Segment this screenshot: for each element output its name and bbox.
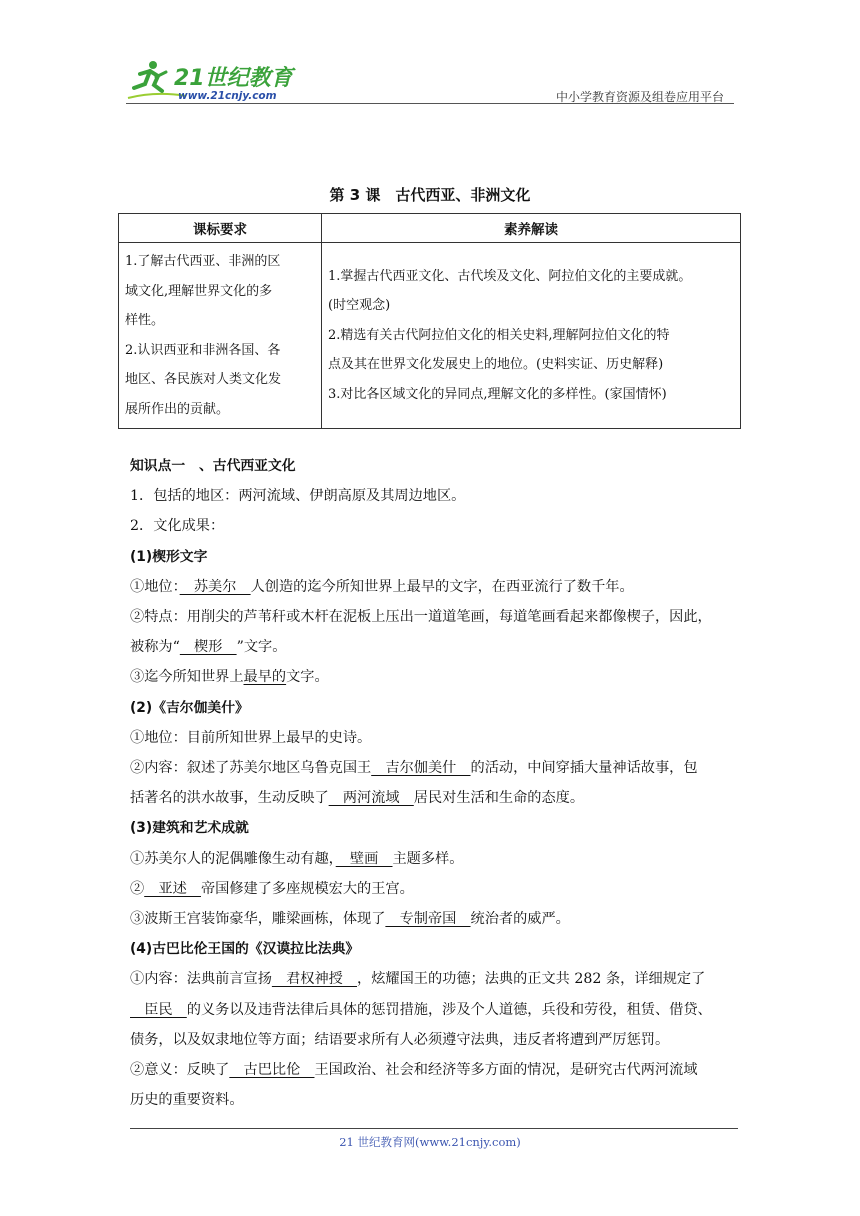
standards-table: [118, 213, 741, 429]
table-row: [119, 243, 741, 429]
paragraph-line: [130, 632, 740, 662]
text: ②: [130, 880, 145, 897]
section-heading-architecture: (3)建筑和艺术成就: [130, 820, 249, 837]
text: 帝国修建了多座规模宏大的王宫。: [200, 880, 414, 897]
paragraph-line: 历史的重要资料。: [130, 1092, 244, 1109]
text: 被称为“: [130, 639, 180, 656]
footer-rule: [130, 1128, 738, 1129]
section-heading-cuneiform: (1)楔形文字: [130, 548, 208, 565]
cell-line: 1.掌握古代西亚文化、古代埃及文化、阿拉伯文化的主要成就。: [328, 268, 692, 284]
answer-blank: 楔形: [179, 639, 237, 656]
paragraph-line: [130, 995, 740, 1025]
answer-blank: 两河流域: [328, 790, 414, 807]
text: ③波斯王宫装饰豪华，雕梁画栋，体现了: [130, 911, 386, 928]
paragraph-line: [130, 904, 740, 934]
text: ①苏美尔人的泥偶雕像生动有趣，: [130, 850, 336, 867]
answer-blank: 君权神授: [271, 971, 358, 988]
answer-blank: 古巴比伦: [229, 1062, 315, 1079]
text: 主题多样。: [392, 850, 464, 867]
cell-line: 域文化,理解世界文化的多: [125, 283, 273, 299]
literacy-cell: [322, 243, 741, 429]
text: 的义务以及违背法律后具体的惩罚措施，涉及个人道德，兵役和劳役，租赁、借贷、: [186, 1001, 712, 1018]
section-heading-gilgamesh: (2)《吉尔伽美什》: [130, 699, 249, 716]
platform-name: 中小学教育资源及组卷应用平台: [555, 90, 724, 104]
answer-blank: 专制帝国: [385, 911, 471, 928]
answer-blank: 最早的: [243, 669, 287, 686]
answer-blank: 苏美尔: [179, 578, 251, 595]
text: 人创造的迄今所知世界上最早的文字，在西亚流行了数千年。: [250, 578, 634, 595]
paragraph-line: [130, 844, 740, 874]
knowledge-point-heading: 知识点一 、古代西亚文化: [130, 458, 296, 474]
paragraph-line: [130, 753, 740, 783]
text: ③迄今所知世界上: [130, 669, 244, 686]
cell-line: 展所作出的贡献。: [125, 401, 230, 417]
cell-line: 样性。: [125, 313, 165, 328]
cell-line: (时空观念): [328, 298, 391, 314]
answer-blank: 壁画: [335, 850, 393, 867]
text: ②内容：叙述了苏美尔地区乌鲁克国王: [130, 760, 372, 777]
paragraph-line: ②特点：用削尖的芦苇秆或木杆在泥板上压出一道道笔画，每道笔画看起来都像楔子，因此，: [130, 609, 712, 626]
text: ②意义：反映了: [130, 1062, 230, 1079]
paragraph-line: [130, 964, 740, 994]
standards-cell: [119, 243, 322, 429]
text: ①内容：法典前言宣扬: [130, 971, 272, 988]
answer-blank: 亚述: [144, 880, 201, 897]
paragraph-line: ①地位：目前所知世界上最早的史诗。: [130, 729, 372, 746]
cell-line: 1.了解古代西亚、非洲的区: [125, 254, 281, 269]
cell-line: 地区、各民族对人类文化发: [125, 372, 282, 387]
answer-blank: 吉尔伽美什: [371, 760, 471, 777]
text: 王国政治、社会和经济等多方面的情况，是研究古代两河流域: [314, 1062, 698, 1079]
lesson-title: 第 3 课 古代西亚、非洲文化: [329, 186, 531, 204]
paragraph-line: [130, 874, 740, 904]
logo-url: www.21cnjy.com: [178, 90, 277, 102]
text: 居民对生活和生命的态度。: [413, 790, 585, 807]
text: ，炫耀国王的功德；法典的正文共 282 条，详细规定了: [357, 971, 706, 988]
paragraph-line: [130, 783, 740, 813]
col-header-standards: 课标要求: [119, 214, 322, 243]
answer-blank: 臣民: [130, 1001, 187, 1018]
paragraph-line: [130, 572, 740, 602]
text: 括著名的洪水故事，生动反映了: [130, 790, 329, 807]
text: 的活动，中间穿插大量神话故事，包: [470, 760, 698, 777]
region-paragraph: 1．包括的地区：两河流域、伊朗高原及其周边地区。: [130, 488, 466, 505]
text: ①地位：: [130, 578, 180, 595]
cell-line: 2.认识西亚和非洲各国、各: [125, 342, 281, 358]
paragraph-line: 债务，以及奴隶地位等方面；结语要求所有人必须遵守法典，违反者将遭到严厉惩罚。: [130, 1031, 670, 1048]
paragraph-line: [130, 662, 740, 692]
footer-link[interactable]: 21 世纪教育网(www.21cnjy.com): [339, 1135, 521, 1149]
achievements-heading: 2．文化成果：: [130, 518, 225, 535]
paragraph-line: [130, 1055, 740, 1085]
section-heading-code: (4)古巴比伦王国的《汉谟拉比法典》: [130, 941, 360, 958]
logo-wordmark: 21世纪教育: [174, 66, 293, 91]
text: 文字。: [286, 669, 329, 686]
table-header-row: [119, 214, 741, 243]
cell-line: 点及其在世界文化发展史上的地位。(史料实证、历史解释): [328, 357, 664, 373]
header-rule: [126, 103, 734, 104]
lesson-body: [130, 451, 740, 1115]
text: ”文字。: [236, 639, 287, 656]
col-header-literacy: 素养解读: [322, 214, 741, 243]
site-logo: [126, 58, 296, 104]
text: 统治者的威严。: [470, 911, 570, 928]
cell-line: 3.对比各区域文化的异同点,理解文化的多样性。(家国情怀): [328, 386, 667, 402]
cell-line: 2.精选有关古代阿拉伯文化的相关史料,理解阿拉伯文化的特: [328, 327, 670, 343]
